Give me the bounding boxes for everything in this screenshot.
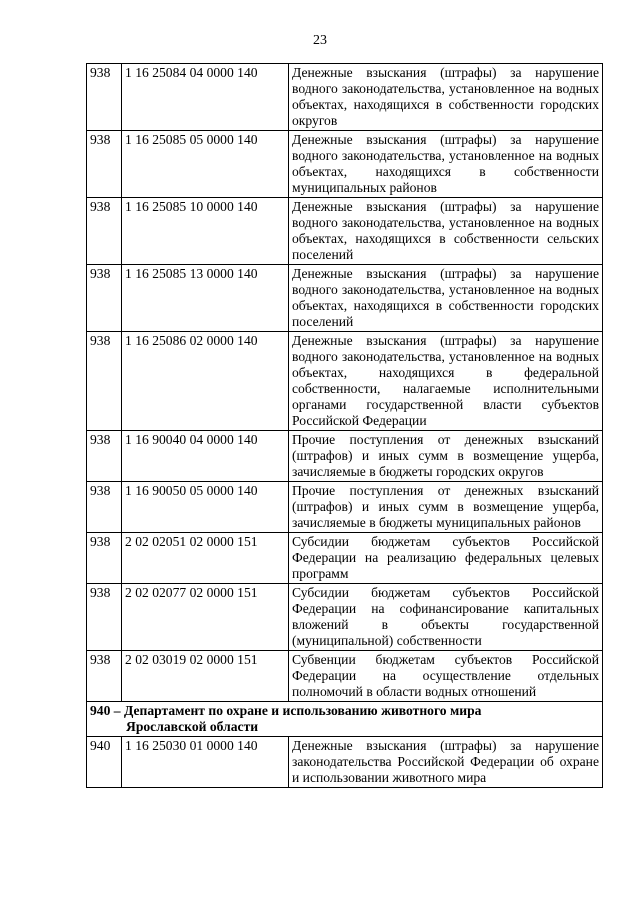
- budget-code-cell: 1 16 25085 10 0000 140: [122, 198, 289, 265]
- page-number: 23: [313, 33, 327, 48]
- description-cell: Денежные взыскания (штрафы) за нарушение водного законодательства, установленное на водных объектах, находящихся в собственности городских округов: [289, 64, 603, 131]
- admin-code-cell: 940: [87, 737, 122, 788]
- budget-code-cell: 2 02 03019 02 0000 151: [122, 651, 289, 702]
- admin-code-cell: 938: [87, 332, 122, 431]
- budget-code-cell: 1 16 90040 04 0000 140: [122, 431, 289, 482]
- description-cell: Субсидии бюджетам субъектов Российской Федерации на реализацию федеральных целевых программ: [289, 533, 603, 584]
- budget-code-cell: 2 02 02077 02 0000 151: [122, 584, 289, 651]
- admin-code-cell: 938: [87, 64, 122, 131]
- description-cell: Прочие поступления от денежных взысканий (штрафов) и иных сумм в возмещение ущерба, зачисляемые в бюджеты муниципальных районов: [289, 482, 603, 533]
- description-cell: Денежные взыскания (штрафы) за нарушение водного законодательства, установленное на водных объектах, находящихся в федеральной собственности, налагаемые исполнительными органами государственной власти субъектов Российской Федерации: [289, 332, 603, 431]
- table-row: [87, 265, 603, 332]
- description-cell: Денежные взыскания (штрафы) за нарушение водного законодательства, установленное на водных объектах, находящихся в собственности муниципальных районов: [289, 131, 603, 198]
- table-row: [87, 482, 603, 533]
- admin-code-cell: 938: [87, 265, 122, 332]
- admin-code-cell: 938: [87, 431, 122, 482]
- table-row: [87, 651, 603, 702]
- description-cell: Денежные взыскания (штрафы) за нарушение водного законодательства, установленное на водных объектах, находящихся в собственности городских поселений: [289, 265, 603, 332]
- section-header-row: [87, 702, 603, 737]
- budget-code-cell: 1 16 25085 13 0000 140: [122, 265, 289, 332]
- table-row: [87, 131, 603, 198]
- section-title-continued: Ярославской области: [126, 719, 259, 734]
- table-row: [87, 584, 603, 651]
- admin-code-cell: 938: [87, 198, 122, 265]
- description-cell: Денежные взыскания (штрафы) за нарушение водного законодательства, установленное на водных объектах, находящихся в собственности сельских поселений: [289, 198, 603, 265]
- description-cell: Субсидии бюджетам субъектов Российской Федерации на софинансирование капитальных вложений в объекты государственной (муниципальной) собственности: [289, 584, 603, 651]
- budget-code-cell: 1 16 25085 05 0000 140: [122, 131, 289, 198]
- admin-code-cell: 938: [87, 131, 122, 198]
- table-row: [87, 64, 603, 131]
- description-cell: Прочие поступления от денежных взысканий (штрафов) и иных сумм в возмещение ущерба, зачисляемые в бюджеты городских округов: [289, 431, 603, 482]
- section-title: 940 – Департамент по охране и использованию животного мира: [90, 703, 482, 718]
- description-cell: Денежные взыскания (штрафы) за нарушение законодательства Российской Федерации об охране и использовании животного мира: [289, 737, 603, 788]
- section-header: [87, 702, 603, 737]
- budget-code-cell: 1 16 25086 02 0000 140: [122, 332, 289, 431]
- table-row: [87, 431, 603, 482]
- budget-code-cell: 2 02 02051 02 0000 151: [122, 533, 289, 584]
- admin-code-cell: 938: [87, 584, 122, 651]
- budget-codes-table: [86, 63, 603, 788]
- table-row: [87, 332, 603, 431]
- admin-code-cell: 938: [87, 482, 122, 533]
- table-row: [87, 198, 603, 265]
- budget-code-cell: 1 16 25084 04 0000 140: [122, 64, 289, 131]
- admin-code-cell: 938: [87, 651, 122, 702]
- table-row: [87, 533, 603, 584]
- budget-code-cell: 1 16 25030 01 0000 140: [122, 737, 289, 788]
- table-row: [87, 737, 603, 788]
- budget-code-cell: 1 16 90050 05 0000 140: [122, 482, 289, 533]
- description-cell: Субвенции бюджетам субъектов Российской Федерации на осуществление отдельных полномочий в области водных отношений: [289, 651, 603, 702]
- admin-code-cell: 938: [87, 533, 122, 584]
